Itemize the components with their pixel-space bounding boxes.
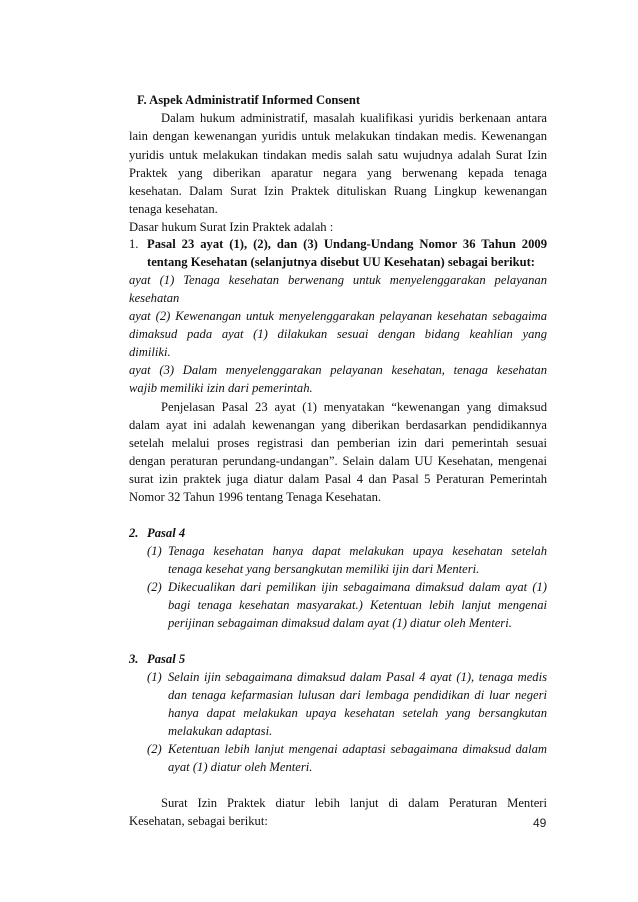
pasal5-title: Pasal 5: [147, 652, 186, 666]
pasal4-item-line: Dikecualikan dari pemilikan ijin sebagaimana dimaksud dalam ayat (1): [168, 580, 547, 594]
ayat-line: dimaksud pada ayat (1) dilakukan sesuai dengan bidang keahlian yang: [129, 327, 547, 341]
ayat-line: kesehatan: [129, 291, 180, 305]
penjelasan-line: dalam ayat ini adalah kewenangan yang diberikan berdasarkan pendidikannya: [129, 418, 547, 432]
pasal5-item-number: (1): [147, 670, 162, 684]
page-number: 49: [533, 816, 547, 830]
penjelasan-line: dengan peraturan perundang-undangan”. Selain dalam UU Kesehatan, mengenai: [129, 454, 547, 468]
pasal4-item-number: (2): [147, 580, 162, 594]
ayat-line: ayat (2) Kewenangan untuk menyelenggarakan pelayanan kesehatan sebagaima: [129, 309, 547, 323]
para1-line: Dalam hukum administratif, masalah kualifikasi yuridis berkenaan antara: [161, 111, 547, 125]
ayat-line: ayat (3) Dalam menyelenggarakan pelayanan kesehatan, tenaga kesehatan: [129, 363, 547, 377]
closing-line: Surat Izin Praktek diatur lebih lanjut di dalam Peraturan Menteri: [161, 796, 547, 810]
pasal5-item-line: melakukan adaptasi.: [168, 724, 273, 738]
item1-title-line: tentang Kesehatan (selanjutnya disebut UU Kesehatan) sebagai berikut:: [147, 255, 535, 269]
ayat-line: wajib memiliki izin dari pemerintah.: [129, 381, 313, 395]
penjelasan-line: Nomor 32 Tahun 1996 tentang Tenaga Kesehatan.: [129, 490, 382, 504]
ayat-line: dimiliki.: [129, 345, 171, 359]
pasal5-number: 3.: [129, 652, 139, 666]
penjelasan-line: Penjelasan Pasal 23 ayat (1) menyatakan “kewenangan yang dimaksud: [161, 400, 547, 414]
pasal5-item-line: Selain ijin sebagaimana dimaksud dalam Pasal 4 ayat (1), tenaga medis: [168, 670, 547, 684]
section-heading: F. Aspek Administratif Informed Consent: [137, 93, 361, 107]
pasal4-item-line: bagi tenaga kesehatan masyarakat.) Ketentuan lebih lanjut mengenai: [168, 598, 547, 612]
pasal5-item-line: hanya dapat melakukan upaya kesehatan setelah yang bersangkutan: [168, 706, 547, 720]
pasal5-item-line: ayat (1) diatur oleh Menteri.: [168, 760, 313, 774]
penjelasan-line: surat izin praktek juga diatur dalam Pasal 4 dan Pasal 5 Peraturan Pemerintah: [129, 472, 547, 486]
para1-line: yuridis untuk melakukan tindakan medis salah satu wujudnya adalah Surat Izin: [129, 148, 547, 162]
pasal4-item-line: perijinan sebagaiman dimaksud dalam ayat (1) diatur oleh Menteri.: [168, 616, 512, 630]
para1-line: Praktek yang diberikan aparatur negara yang berwenang kepada tenaga: [129, 166, 547, 180]
item1-number: 1.: [129, 237, 139, 251]
pasal4-item-line: Tenaga kesehatan hanya dapat melakukan upaya kesehatan setelah: [168, 544, 547, 558]
item1-title-line: Pasal 23 ayat (1), (2), dan (3) Undang-Undang Nomor 36 Tahun 2009: [147, 237, 547, 251]
pasal5-item-number: (2): [147, 742, 162, 756]
pasal5-item-line: dan tenaga kefarmasian lulusan dari lembaga pendidikan di luar negeri: [168, 688, 547, 702]
penjelasan-line: setelah melalui proses registrasi dan pemberian izin dari pemerintah sesuai: [129, 436, 547, 450]
para1-line: tenaga kesehatan.: [129, 202, 218, 216]
pasal5-item-line: Ketentuan lebih lanjut mengenai adaptasi sebagaimana dimaksud dalam: [168, 742, 547, 756]
pasal4-item-number: (1): [147, 544, 162, 558]
pasal4-title: Pasal 4: [147, 526, 186, 540]
dasar-hukum-line: Dasar hukum Surat Izin Praktek adalah :: [129, 220, 334, 234]
ayat-line: ayat (1) Tenaga kesehatan berwenang untuk menyelenggarakan pelayanan: [129, 273, 547, 287]
pasal4-number: 2.: [129, 526, 139, 540]
closing-line: Kesehatan, sebagai berikut:: [129, 814, 268, 828]
pasal4-item-line: tenaga kesehat yang bersangkutan memiliki ijin dari Menteri.: [168, 562, 480, 576]
para1-line: lain dengan kewenangan yuridis untuk melakukan tindakan medis. Kewenangan: [129, 129, 547, 143]
para1-line: kesehatan. Dalam Surat Izin Praktek dituliskan Ruang Lingkup kewenangan: [129, 184, 547, 198]
